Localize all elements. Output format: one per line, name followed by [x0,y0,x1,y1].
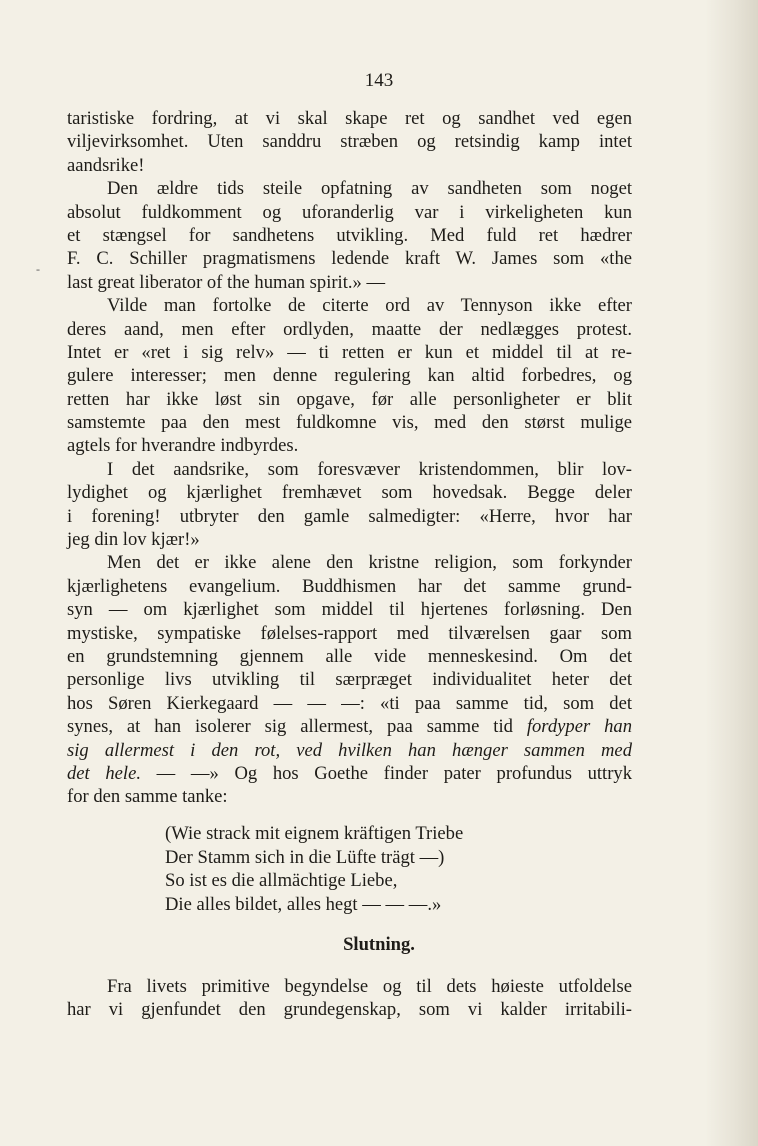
poem-line: (Wie strack mit eignem kräftigen Triebe [165,823,464,844]
text-line: jeg din lov kjær!» [67,529,200,551]
text-line: et stængsel for sandhetens utvikling. Med fuld ret hædrer [67,224,632,246]
text-line: mystiske, sympatiske følelses-rapport med tilværelsen gaar som [67,622,632,644]
text-segment: synes, at han isolerer sig allermest, paa samme tid [67,716,527,738]
section-text [67,975,632,1022]
text-line: aandsrike! [67,154,145,176]
margin-mark: - [36,262,40,276]
section-heading: Slutning. [343,934,415,955]
text-line: personlige livs utvikling til særpræget individualitet heter det [67,669,632,691]
text-line: taristiske fordring, at vi skal skape ret og sandhet ved egen [67,108,632,129]
text-line: last great liberator of the human spirit.» — [67,271,386,293]
text-line: Vilde man fortolke de citerte ord av Tennyson ikke efter [107,295,632,317]
text-line: for den samme tanke: [67,786,228,808]
text-segment: — —» Og hos Goethe finder pater profundus uttryk [141,762,632,784]
text-line: F. C. Schiller pragmatismens ledende kraft W. James som «the [67,248,632,270]
text-line: viljevirksomhet. Uten sanddru stræben og retsindig kamp intet [67,131,632,153]
body-text [67,107,632,809]
text-line [67,715,632,738]
italic-text-line: sig allermest i den rot, ved hvilken han hænger sammen med [67,739,632,761]
text-line: lydighet og kjærlighet fremhævet som hovedsak. Begge deler [67,482,632,504]
text-line: Intet er «ret i sig relv» — ti retten er kun et middel til at re- [67,341,632,363]
text-line [67,762,632,785]
text-line: Men det er ikke alene den kristne religion, som forkynder [107,552,632,574]
text-line: agtels for hverandre indbyrdes. [67,435,299,457]
italic-text: fordyper han [526,716,632,738]
italic-text: det hele. [67,762,141,784]
text-line: Fra livets primitive begyndelse og til dets høieste utfoldelse [107,976,632,997]
text-line: kjærlighetens evangelium. Buddhismen har det samme grund- [67,575,632,597]
text-line: har vi gjenfundet den grundegenskap, som vi kalder irritabili- [67,999,632,1021]
text-line: gulere interesser; men denne regulering kan altid forbedres, og [67,365,632,387]
text-line: samstemte paa den mest fuldkomne vis, med den størst mulige [67,412,632,434]
text-line: en grundstemning gjennem alle vide menneskesind. Om det [67,645,632,667]
poem-line: Die alles bildet, alles hegt — — —.» [165,893,442,915]
poem-line: Der Stamm sich in die Lüfte trägt —) [165,846,445,868]
text-line: syn — om kjærlighet som middel til hjertenes forløsning. Den [67,599,632,621]
text-line: i forening! utbryter den gamle salmedigter: «Herre, hvor har [67,505,632,527]
text-line: retten har ikke løst sin opgave, før alle personligheter er blit [67,388,632,410]
text-line: hos Søren Kierkegaard — — —: «ti paa samme tid, som det [67,692,632,714]
page-number: 143 [364,70,394,91]
poem-quote [165,822,463,916]
text-line: I det aandsrike, som foresvæver kristendommen, blir lov- [107,458,632,480]
text-line: deres aand, men efter ordlyden, maatte der nedlægges protest. [67,318,632,340]
text-line: Den ældre tids steile opfatning av sandheten som noget [107,178,632,200]
poem-line: So ist es die allmächtige Liebe, [165,870,398,892]
text-line: absolut fuldkomment og uforanderlig var i virkeligheten kun [67,201,632,223]
